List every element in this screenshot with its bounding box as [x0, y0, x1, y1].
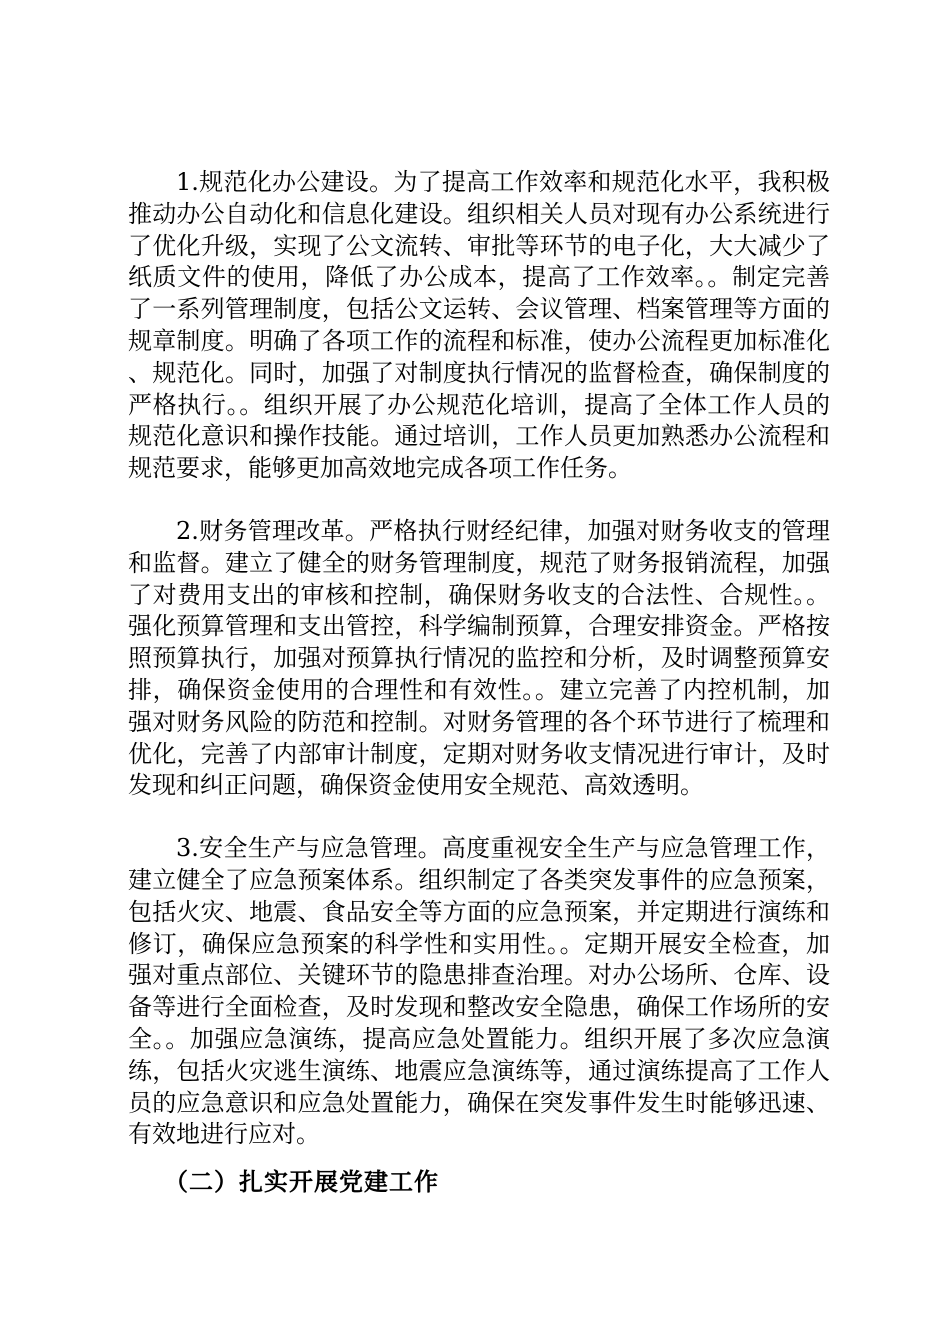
- paragraph-financial-reform: 2.财务管理改革。严格执行财经纪律，加强对财务收支的管理和监督。建立了健全的财务管理制度，规范了财务报销流程，加强了对费用支出的审核和控制，确保财务收支的合法性、合规性。。强化预算管理和支出管控，科学编制预算，合理安排资金。严格按照预算执行，加强对预算执行情况的监控和分析，及时调整预算安排，确保资金使用的合理性和有效性。。建立完善了内控机制，加强对财务风险的防范和控制。对财务管理的各个环节进行了梳理和优化，完善了内部审计制度，定期对财务收支情况进行审计，及时发现和纠正问题，确保资金使用安全规范、高效透明。: [128, 516, 830, 800]
- section-heading-party-building: （二）扎实开展党建工作: [164, 1168, 439, 1197]
- paragraph-safety-emergency: 3.安全生产与应急管理。高度重视安全生产与应急管理工作，建立健全了应急预案体系。组织制定了各类突发事件的应急预案，包括火灾、地震、食品安全等方面的应急预案，并定期进行演练和修订，确保应急预案的科学性和实用性。。定期开展安全检查，加强对重点部位、关键环节的隐患排查治理。对办公场所、仓库、设备等进行全面检查，及时发现和整改安全隐患，确保工作场所的安全。。加强应急演练，提高应急处置能力。组织开展了多次应急演练，包括火灾逃生演练、地震应急演练等，通过演练提高了工作人员的应急意识和应急处置能力，确保在突发事件发生时能够迅速、有效地进行应对。: [128, 834, 830, 1149]
- document-body: [128, 167, 830, 1198]
- paragraph-office-standardization: 1.规范化办公建设。为了提高工作效率和规范化水平，我积极推动办公自动化和信息化建设。组织相关人员对现有办公系统进行了优化升级，实现了公文流转、审批等环节的电子化，大大减少了纸质文件的使用，降低了办公成本，提高了工作效率。。制定完善了一系列管理制度，包括公文运转、会议管理、档案管理等方面的规章制度。明确了各项工作的流程和标准，使办公流程更加标准化、规范化。同时，加强了对制度执行情况的监督检查，确保制度的严格执行。。组织开展了办公规范化培训，提高了全体工作人员的规范化意识和操作技能。通过培训，工作人员更加熟悉办公流程和规范要求，能够更加高效地完成各项工作任务。: [128, 168, 830, 483]
